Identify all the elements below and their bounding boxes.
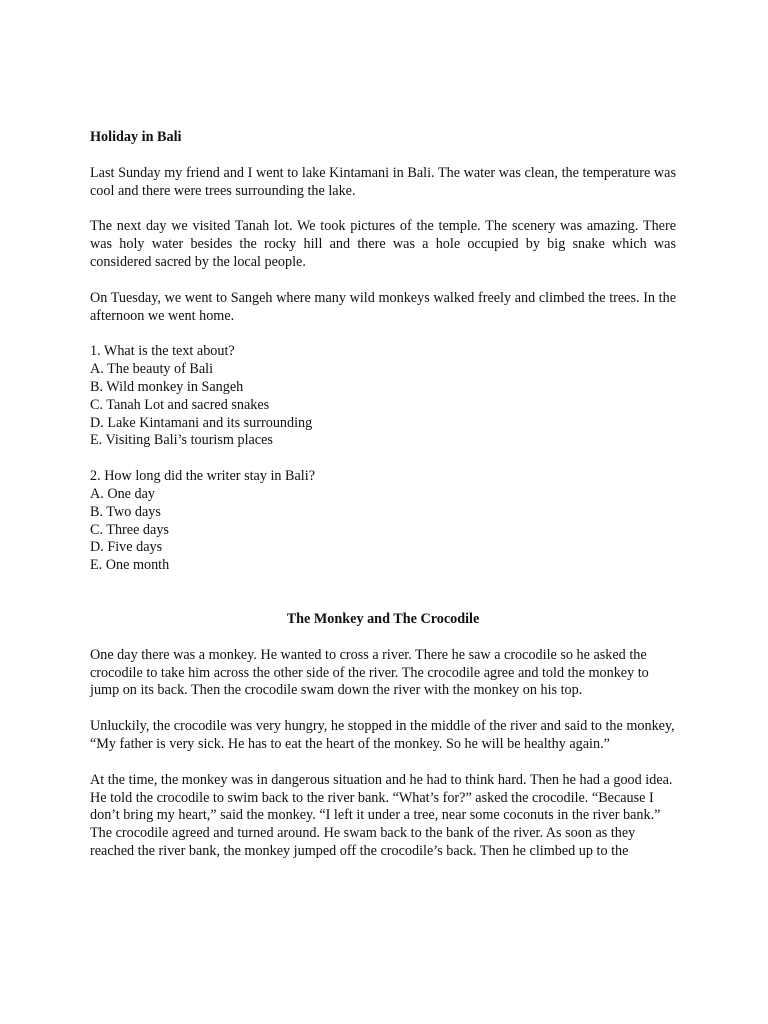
story-title: The Monkey and The Crocodile [286, 611, 480, 627]
answer-option: B. Wild monkey in Sangeh [90, 378, 244, 395]
answer-option: B. Two days [90, 503, 161, 520]
story-paragraph: The crocodile agreed and turned around. He swam back to the bank of the river. As soon as they reached the river bank, the monkey jumped off the crocodile’s back. Then he climbed up to the [90, 825, 636, 859]
answer-option: D. Five days [90, 539, 163, 556]
question-block [90, 468, 676, 575]
story-paragraph: One day there was a monkey. He wanted to cross a river. There he saw a crocodile so he asked the crocodile to take him across the other side of the river. The crocodile agree and told the monkey to jump on its back. Then the crocodile swam down the river with the monkey on his top. [90, 646, 649, 699]
story-paragraph: At the time, the monkey was in dangerous situation and he had to think hard. Then he had a good idea. He told the crocodile to swim back to the river bank. “What’s for?” asked the crocodile. “Because I don’t bring my heart,” said the monkey. “I left it under a tree, near some coconuts in the river bank.” [90, 771, 673, 824]
story-title: Holiday in Bali [90, 129, 182, 145]
story-paragraph: On Tuesday, we went to Sangeh where many wild monkeys walked freely and climbed the trees. In the afternoon we went home. [90, 289, 676, 324]
story-paragraph: Unluckily, the crocodile was very hungry, he stopped in the middle of the river and said to the monkey, “My father is very sick. He has to eat the heart of the monkey. So he will be healthy again.” [90, 718, 675, 752]
answer-option: E. Visiting Bali’s tourism places [90, 432, 273, 449]
question-text: 2. How long did the writer stay in Bali? [90, 468, 315, 485]
answer-option: C. Tanah Lot and sacred snakes [90, 396, 270, 413]
answer-option: C. Three days [90, 521, 169, 538]
question-text: 1. What is the text about? [90, 343, 235, 360]
question-block [90, 343, 676, 450]
story-paragraph: The next day we visited Tanah lot. We took pictures of the temple. The scenery was amazing. There was holy water besides the rocky hill and there was a hole occupied by big snake which was considered sacred by the local people. [90, 218, 676, 270]
answer-option: A. The beauty of Bali [90, 361, 214, 378]
answer-option: A. One day [90, 485, 156, 502]
story-holiday-in-bali [90, 129, 676, 593]
answer-option: E. One month [90, 557, 170, 574]
story-monkey-and-crocodile [90, 611, 676, 861]
story-paragraph: Last Sunday my friend and I went to lake Kintamani in Bali. The water was clean, the temperature was cool and there were trees surrounding the lake. [90, 164, 676, 199]
answer-option: D. Lake Kintamani and its surrounding [90, 414, 313, 431]
